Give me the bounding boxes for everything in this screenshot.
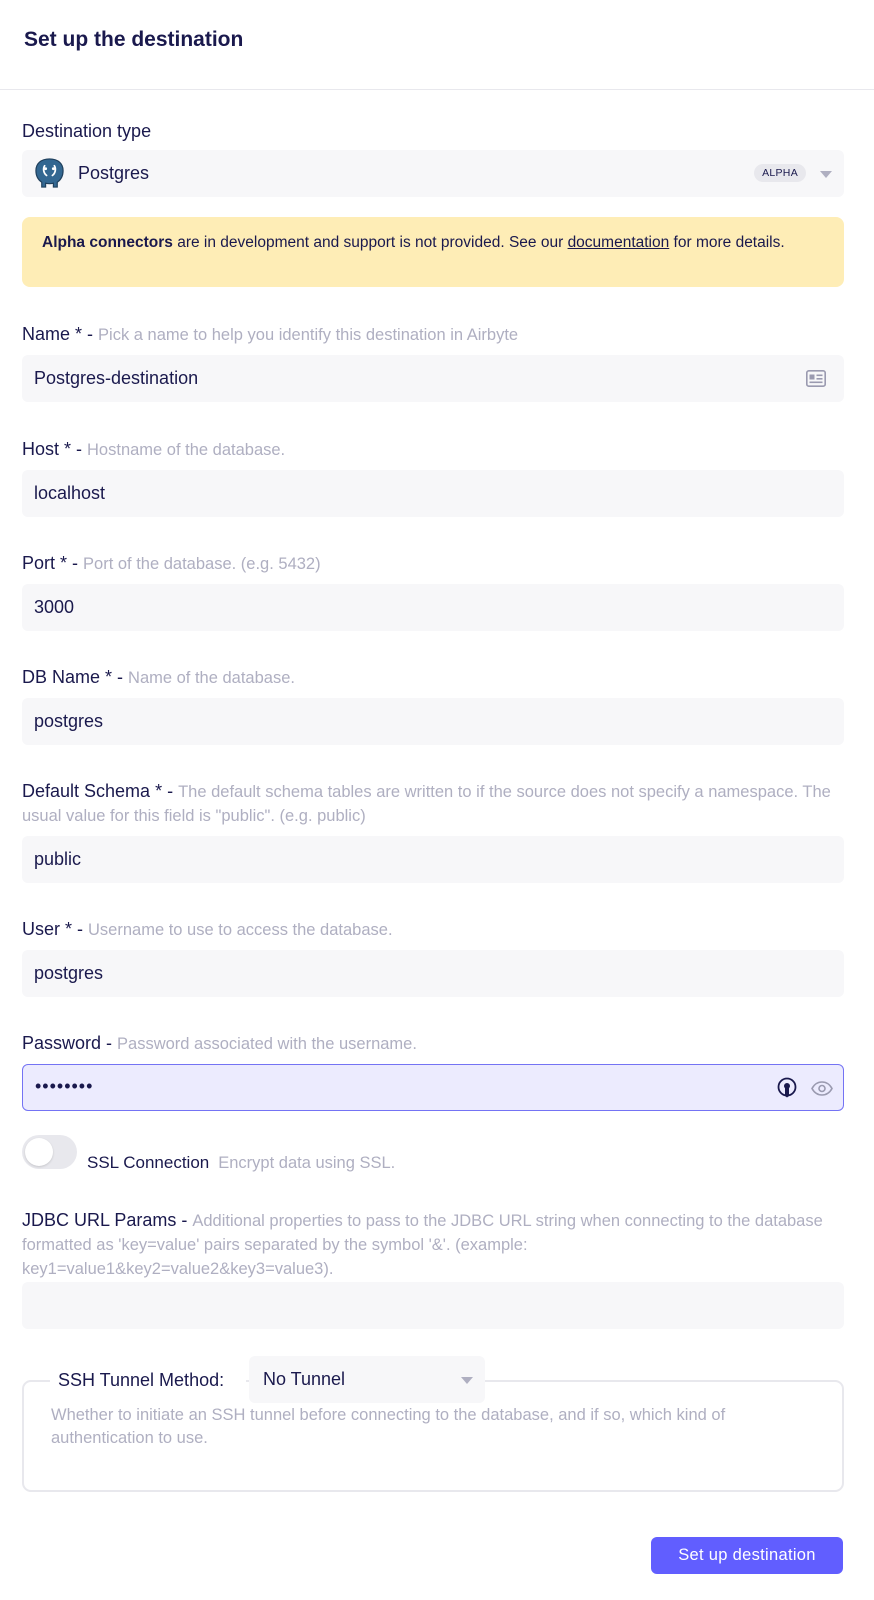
port-label: Port * - Port of the database. (e.g. 5432) bbox=[22, 553, 321, 573]
postgres-logo-icon bbox=[33, 157, 66, 190]
ssh-tunnel-method-select[interactable] bbox=[249, 1356, 485, 1403]
host-label: Host * - Hostname of the database. bbox=[22, 439, 286, 459]
ssh-tunnel-label: SSH Tunnel Method: bbox=[58, 1370, 225, 1390]
set-up-destination-button[interactable]: Set up destination bbox=[651, 1537, 843, 1574]
destination-type-value: Postgres bbox=[78, 163, 150, 183]
page-header bbox=[0, 0, 874, 90]
alert-text: are in development and support is not provided. See our bbox=[172, 234, 568, 251]
password-manager-icon[interactable] bbox=[777, 1077, 797, 1099]
user-input[interactable]: postgres bbox=[22, 950, 844, 997]
schema-label: Default Schema * - The default schema tables are written to if the source does not specify a namespace. The usual value for this field is "public". (e.g. public) bbox=[22, 781, 831, 825]
ssl-toggle[interactable] bbox=[22, 1135, 77, 1169]
id-card-icon[interactable] bbox=[806, 370, 826, 387]
chevron-down-icon bbox=[820, 171, 832, 178]
ssl-label: SSL Connection Encrypt data using SSL. bbox=[87, 1153, 396, 1172]
ssh-tunnel-selected: No Tunnel bbox=[263, 1369, 346, 1389]
alert-text-end: for more details. bbox=[669, 234, 785, 251]
name-label: Name * - Pick a name to help you identify this destination in Airbyte bbox=[22, 324, 519, 344]
destination-type-label: Destination type bbox=[22, 121, 152, 141]
jdbc-params-input[interactable] bbox=[22, 1282, 844, 1329]
show-password-eye-icon[interactable] bbox=[811, 1081, 833, 1096]
alpha-warning-banner bbox=[22, 217, 844, 287]
db-name-input[interactable]: postgres bbox=[22, 698, 844, 745]
schema-input[interactable]: public bbox=[22, 836, 844, 883]
password-label: Password - Password associated with the username. bbox=[22, 1033, 417, 1053]
password-input[interactable]: •••••••• bbox=[22, 1064, 844, 1111]
chevron-down-icon bbox=[461, 1377, 473, 1384]
alert-bold-text: Alpha connectors bbox=[42, 234, 173, 251]
documentation-link[interactable]: documentation bbox=[567, 234, 670, 251]
host-input[interactable]: localhost bbox=[22, 470, 844, 517]
page-title: Set up the destination bbox=[24, 28, 244, 51]
ssh-tunnel-description: Whether to initiate an SSH tunnel before connecting to the database, and if so, which kind of authentication to use. bbox=[51, 1406, 726, 1447]
jdbc-label: JDBC URL Params - Additional properties to pass to the JDBC URL string when connecting to the database formatted as 'key=value' pairs separated by the symbol '&'. (example: key1=value1&key2=value2&key3=value3). bbox=[22, 1210, 823, 1278]
ssh-tunnel-legend bbox=[50, 1357, 246, 1405]
name-input[interactable]: Postgres-destination bbox=[22, 355, 844, 402]
user-label: User * - Username to use to access the database. bbox=[22, 919, 393, 939]
port-input[interactable]: 3000 bbox=[22, 584, 844, 631]
db-name-label: DB Name * - Name of the database. bbox=[22, 667, 295, 687]
alpha-badge: ALPHA bbox=[754, 164, 806, 182]
destination-type-select[interactable] bbox=[22, 150, 844, 197]
toggle-knob bbox=[25, 1138, 53, 1166]
